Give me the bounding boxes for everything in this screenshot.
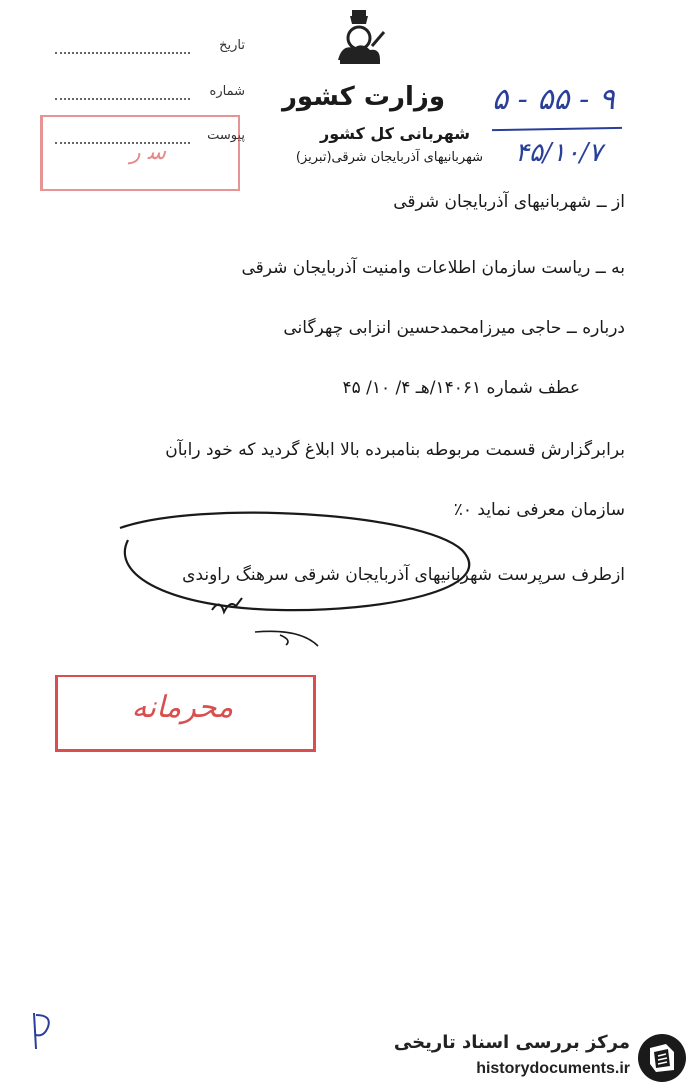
to-line: به ــ ریاست سازمان اطلاعات وامنیت آذربایجان شرقی <box>241 258 625 278</box>
blue-pen-mark <box>28 1005 58 1055</box>
paragraph-line-1: برابرگزارش قسمت مربوطه بنامبرده بالا ابلاغ گردید که خود رابآن <box>165 440 625 460</box>
subject-line: درباره ــ حاجی میرزامحمدحسین انزابی چهرگانی <box>283 318 625 338</box>
archive-logo-icon <box>636 1032 688 1084</box>
handwritten-letter-number: ۵ - ۵۵ - ۹ <box>492 82 615 117</box>
confidential-stamp-text: محرمانه <box>131 690 234 725</box>
reference-line: عطف شماره ۱۴۰۶۱/هـ ۴/ ۱۰/ ۴۵ <box>342 378 580 398</box>
number-label: شماره <box>209 84 245 99</box>
police-provincial-title: شهربانیهای آذربایجان شرقی(تبریز) <box>295 150 483 165</box>
handwritten-letter-date: ۴۵/۱۰/۷ <box>515 138 603 168</box>
signature-line: ازطرف سرپرست شهربانیهای آذربایجان شرقی سرهنگ راوندی <box>182 565 625 585</box>
circled-name-ellipse <box>120 513 469 610</box>
attachment-label: پیوست <box>207 128 245 143</box>
archive-website: historydocuments.ir <box>476 1060 630 1077</box>
from-line: از ــ شهربانیهای آذربایجان شرقی <box>393 192 625 212</box>
faded-red-stamp-mark: ﺳ ﺭ <box>130 140 167 165</box>
signature-hook <box>280 635 288 645</box>
signature-scribble <box>212 598 242 612</box>
ministry-title: وزارت کشور <box>281 82 445 112</box>
paragraph-line-2: سازمان معرفی نماید ٠٪ <box>453 500 625 520</box>
police-hq-title: شهربانی کل کشور <box>319 124 470 143</box>
archive-center-name: مرکز بررسی اسناد تاریخی <box>393 1032 630 1053</box>
date-label: تاریخ <box>219 38 245 53</box>
archive-watermark <box>392 1030 692 1086</box>
